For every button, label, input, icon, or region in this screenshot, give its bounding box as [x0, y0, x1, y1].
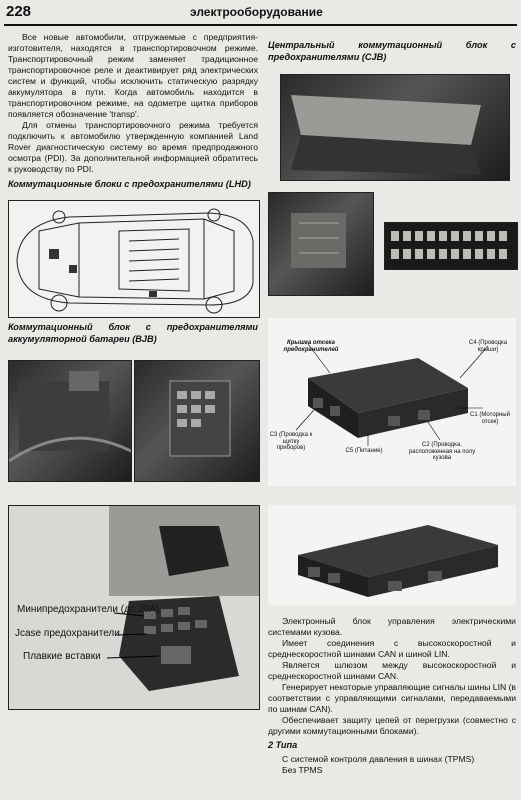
jcase-fuses-callout: Jcase предохранители — [15, 628, 120, 639]
cjb-module-photo — [268, 505, 516, 605]
engine-bay-image — [9, 361, 131, 481]
right-body-text — [268, 616, 516, 776]
cjb-paragraph-3: Является шлюзом между высокоскоростной и среднескоростной шинами CAN. — [268, 660, 516, 681]
c2-label: C2 (Проводка, расположенная на полу кузова — [408, 442, 476, 462]
bjb-heading: Коммутационный блок с предохранителями аккумуляторной батареи (BJB) — [8, 322, 258, 344]
running-title: электрооборудование — [190, 5, 323, 19]
type-2: Без TPMS — [282, 764, 323, 775]
fusible-links-callout: Плавкие вставки — [23, 651, 101, 662]
cover-label: Крышка отсека предохранителей — [283, 340, 339, 353]
c3-label: C3 (Проводка к щитку приборов) — [269, 432, 313, 452]
types-heading: 2 Типа — [268, 740, 298, 750]
fuse-box-marker — [49, 249, 59, 259]
intro-paragraph-2: Для отмены транспортировочного режима требуется подключить к автомобилю утвержденную компанией Land Rover диагностическую систему во время предпродажного осмотра (PDI). За дополнительной информацией обратитесь к руководству по PDI. — [8, 120, 258, 174]
cjb-module-image — [268, 505, 516, 605]
cjb-heading: Центральный коммутационный блок с предохранителями (CJB) — [268, 40, 516, 62]
page-number: 228 — [6, 3, 32, 20]
cjb-paragraph-2: Имеет соединения с высокоскоростной и среднескоростной шинами CAN и шиной LIN. — [268, 638, 516, 659]
left-column — [8, 32, 258, 191]
c5-label: C5 (Питание) — [345, 448, 383, 454]
header-rule — [4, 24, 517, 26]
cjb-paragraph-5: Обеспечивает защиту цепей от перегрузки (совместно с другими коммутационными блоками). — [268, 715, 516, 736]
c1-label: C1 (Моторный отсек) — [470, 412, 510, 425]
cjb-fuse-row-photo — [384, 222, 518, 270]
type-1: С системой контроля давления в шинах (TPMS) — [282, 753, 475, 764]
cjb-paragraph-4: Генерирует некоторые управляющие сигналы шины LIN (в соответствии с управляющими сигналами, передаваемыми по шинам CAN). — [268, 682, 516, 714]
cjb-installed-photo — [268, 192, 374, 296]
cjb-paragraph-1: Электронный блок управления электрическими системами кузова. — [268, 616, 516, 637]
bjb-photo-2 — [134, 360, 260, 482]
car-outline-drawing — [9, 201, 259, 317]
cjb-connector-diagram — [268, 318, 516, 486]
bjb-fusebox-photo — [8, 505, 260, 710]
cjb-location-photo — [280, 74, 510, 181]
fuse-row-image — [385, 223, 517, 269]
mini-fuses-callout: Минипредохранители (до 20А) — [17, 604, 160, 615]
lhd-heading: Коммутационные блоки с предохранителями (LHD) — [8, 179, 251, 189]
intro-paragraph-1: Все новые автомобили, отгружаемые с предприятия-изготовителя, находятся в транспортировочном режиме. Транспортировочный режим заменяет традиционное транспортировочное реле и деактивирует ряд электрических систем и функций, чтобы исключить статическую разрядку аккумулятора в пути. Когда автомобиль находится в транспортировочном режиме, на одометре щитка приборов появляется обозначение 'transp'. — [8, 32, 258, 119]
c4-label: C4 (Проводка крыши) — [468, 340, 508, 353]
bjb-open-image — [135, 361, 259, 481]
page-header — [0, 0, 521, 26]
bjb-photo-1 — [8, 360, 132, 482]
glovebox-image — [281, 75, 509, 180]
cjb-installed-image — [269, 193, 373, 295]
car-layout-diagram — [8, 200, 260, 318]
